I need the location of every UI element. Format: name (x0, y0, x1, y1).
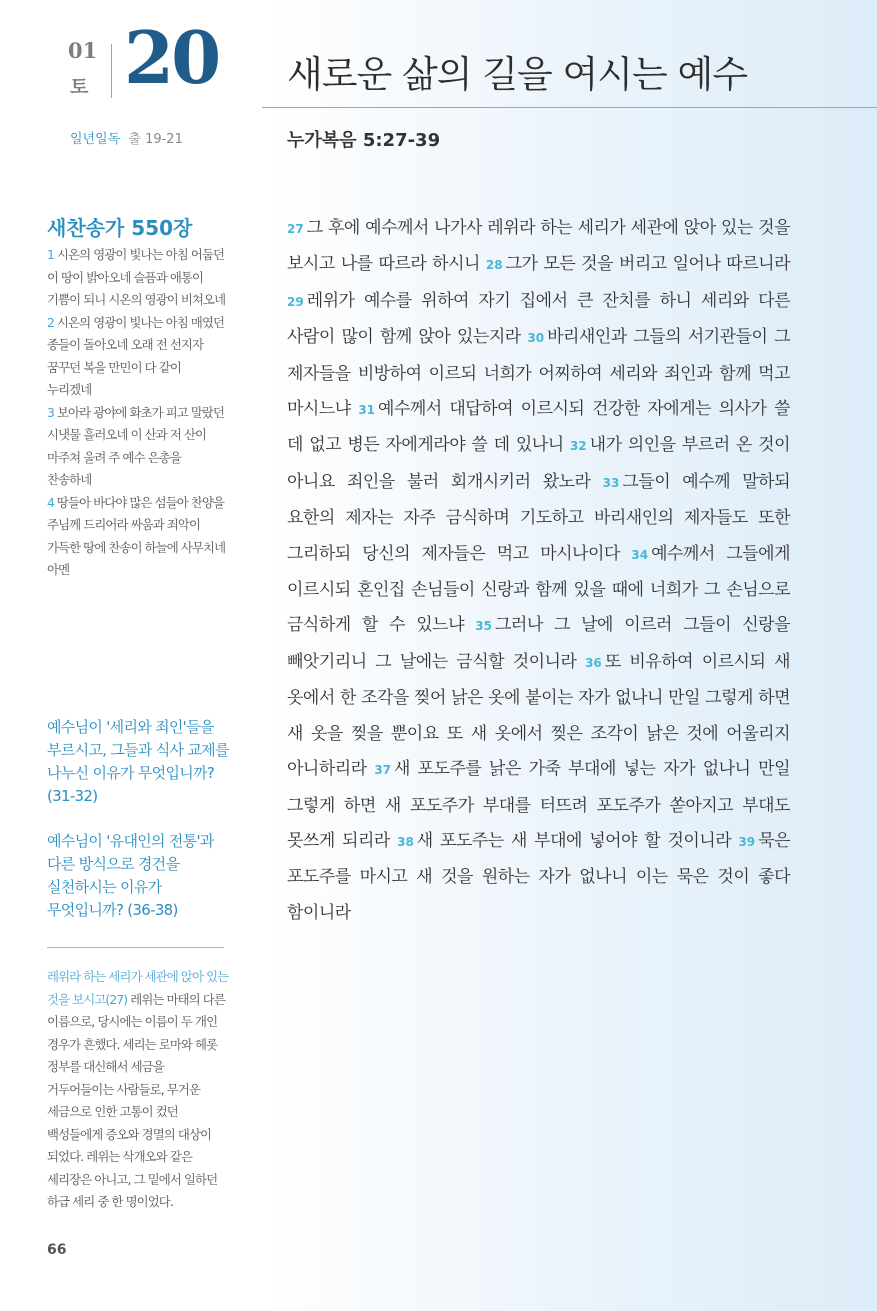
verse-text: 바리새인과 그들의 서기관들이 그 제자들을 비방하여 이르되 너희가 어찌하여 세리와 죄인과 함께 먹고 마시느냐 (287, 327, 791, 420)
verse-text: 그러나 그 날에 이르러 그들이 신랑을 빼앗기리니 그 날에는 금식할 것이니라 (287, 615, 790, 672)
verse-text: 새 포도주는 새 부대에 넣어야 할 것이니라 (416, 830, 732, 851)
verse-number: 36 (585, 655, 602, 670)
verse-number: 32 (569, 439, 587, 454)
commentary-highlight: 레위라 하는 세리가 세관에 앉아 있는 것을 보시고(27) (47, 969, 229, 1007)
hymn-verse-text: 보아라 광야에 화초가 피고 말랐던 시냇물 흘러오네 이 산과 저 산이 마주쳐 울려 주 예수 은총을 찬송하네 (47, 404, 225, 487)
reading-plan-range: 출 19-21 (128, 132, 183, 147)
scripture-text (287, 211, 790, 931)
verse-number: 31 (358, 403, 376, 418)
verse-number: 27 (287, 222, 304, 236)
commentary-note (47, 966, 229, 1214)
verse-text: 내가 의인을 부르러 온 것이 아니요 죄인을 불러 회개시키러 왔노라 (287, 435, 790, 492)
verse-number: 30 (527, 331, 545, 346)
verse-number: 39 (738, 834, 756, 849)
hymn-verse-number: 4 (47, 494, 54, 510)
hymn-verse-text: 땅들아 바다야 많은 섬들아 찬양을 주님께 드리어라 싸움과 죄악이 가득한 땅에 찬송이 하늘에 사무치네 아멘 (47, 494, 226, 577)
verse-number: 33 (602, 475, 620, 490)
hymn-verse-text: 시온의 영광이 빛나는 아침 매였던 종들이 돌아오네 오래 전 선지자 꿈꾸던 복을 만민이 다 같이 누리겠네 (47, 314, 225, 397)
verse-number: 34 (631, 547, 649, 562)
page-number: 66 (47, 1242, 67, 1258)
verse-number: 35 (475, 619, 492, 634)
verse-text: 또 비유하여 이르시되 새 옷에서 한 조각을 찢어 낡은 옷에 붙이는 자가 없나니 만일 그렇게 하면 새 옷을 찢을 뿐이요 또 새 옷에서 찢은 조각이 낡은 것에 어울리지 아니하리라 (287, 651, 790, 780)
commentary-text: 레위는 마태의 다른 이름으로, 당시에는 이름이 두 개인 경우가 흔했다. 세리는 로마와 헤롯 정부를 대신해서 세금을 거두어들이는 사람들로, 무거운 세금으로 인한 고통이 컸던 백성들에게 증오와 경멸의 대상이 되었다. 레위는 삭개오와 같은 세리장은 아니고, 그 밑에서 일하던 하급 세리 중 한 명이었다. (47, 991, 225, 1209)
date-divider (111, 44, 112, 98)
hymn-verse-text: 시온의 영광이 빛나는 아침 어둡던 이 땅이 밝아오네 슬픔과 애통이 기쁨이 되니 시온의 영광이 비쳐오네 (47, 247, 226, 307)
hymn-verse-number: 3 (47, 404, 54, 420)
passage-reference: 누가복음 5:27-39 (287, 130, 441, 151)
hymn-verse (47, 402, 227, 492)
verse-text: 그 후에 예수께서 나가사 레위라 하는 세리가 세관에 앉아 있는 것을 보시고 나를 따르라 하시니 (287, 218, 790, 275)
reflection-question-1: 예수님이 '세리와 죄인'들을 부르시고, 그들과 식사 교제를 나누신 이유가 무엇입니까? (31-32) (47, 718, 229, 805)
page-title: 새로운 삶의 길을 여시는 예수 (287, 53, 747, 96)
verse-text: 예수께서 대답하여 이르시되 건강한 자에게는 의사가 쓸 데 없고 병든 자에게라야 쓸 데 있나니 (287, 399, 790, 456)
hymn-verse-number: 1 (47, 247, 54, 262)
verse-text: 레위가 예수를 위하여 자기 집에서 큰 잔치를 하니 세리와 다른 사람이 많이 함께 앉아 있는지라 (287, 290, 790, 348)
reading-plan (70, 128, 183, 147)
date-month: 01 (68, 38, 98, 63)
verse-text: 묵은 포도주를 마시고 새 것을 원하는 자가 없나니 이는 묵은 것이 좋다 함이니라 (287, 830, 790, 923)
hymn-lyrics (47, 244, 227, 582)
reading-plan-label: 일년일독 (70, 132, 121, 147)
verse-number: 37 (374, 763, 392, 778)
title-divider (262, 107, 877, 108)
sidebar-divider (47, 947, 224, 948)
hymn-verse-number: 2 (47, 314, 54, 330)
hymn-title: 새찬송가 550장 (47, 216, 193, 240)
verse-number: 29 (287, 294, 304, 309)
reflection-question-2: 예수님이 '유대인의 전통'과 다른 방식으로 경건을 실천하시는 이유가 무엇입니까? (36-38) (47, 832, 214, 919)
verse-number: 38 (397, 834, 414, 849)
verse-text: 예수께서 그들에게 이르시되 혼인집 손님들이 신랑과 함께 있을 때에 너희가 그 손님으로 금식하게 할 수 있느냐 (287, 543, 791, 636)
hymn-verse (47, 312, 227, 402)
hymn-verse (47, 244, 227, 312)
date-day: 20 (124, 15, 219, 100)
verse-number: 28 (485, 258, 503, 273)
verse-text: 그가 모든 것을 버리고 일어나 따르니라 (505, 254, 790, 275)
verse-text: 새 포도주를 낡은 가죽 부대에 넣는 자가 없나니 만일 그렇게 하면 새 포도주가 부대를 터뜨려 포도주가 쏟아지고 부대도 못쓰게 되리라 (287, 759, 790, 851)
date-day-of-week: 토 (70, 76, 89, 98)
hymn-verse (47, 492, 227, 582)
verse-text: 그들이 예수께 말하되 요한의 제자는 자주 금식하며 기도하고 바리새인의 제자들도 또한 그리하되 당신의 제자들은 먹고 마시나이다 (287, 471, 791, 564)
